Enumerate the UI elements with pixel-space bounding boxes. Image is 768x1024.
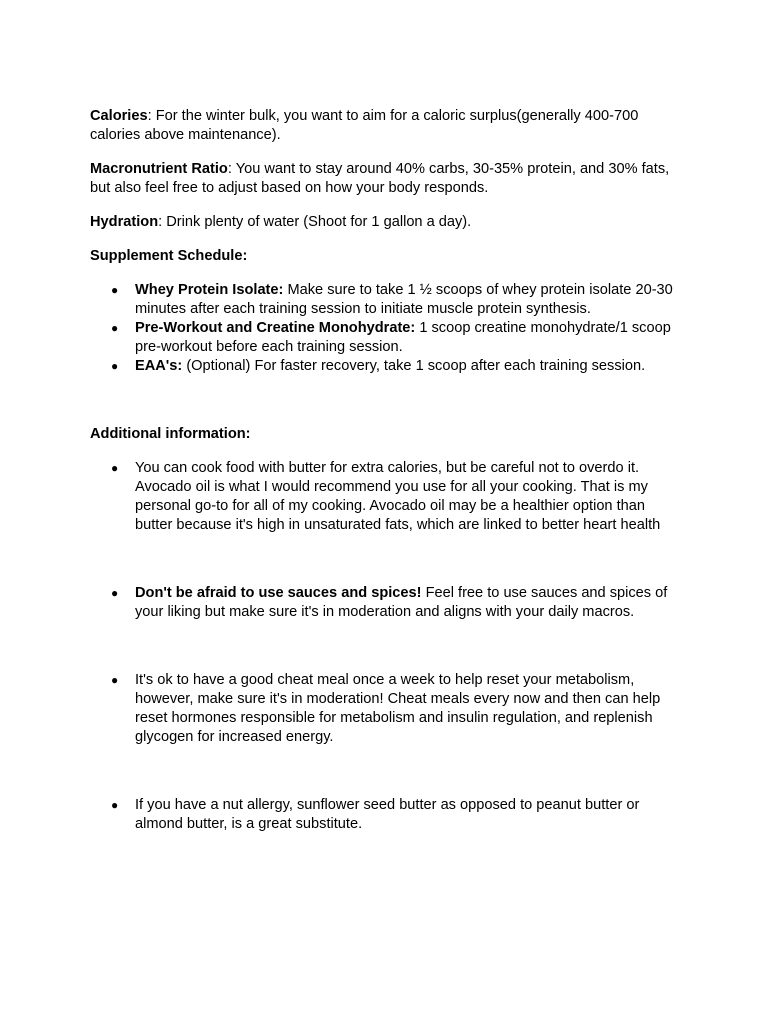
item-text: If you have a nut allergy, sunflower seed butter as opposed to peanut butter or almond butter, is a great substitute. xyxy=(135,797,640,832)
list-item xyxy=(90,357,683,376)
additional-information-heading: Additional information: xyxy=(90,426,251,442)
hydration-text: : Drink plenty of water (Shoot for 1 gallon a day). xyxy=(158,214,472,230)
calories-label: Calories xyxy=(90,108,148,124)
calories-paragraph xyxy=(90,107,690,145)
bullet-icon: ● xyxy=(111,283,119,297)
macronutrient-paragraph xyxy=(90,160,690,198)
additional-information-list xyxy=(90,459,690,834)
bullet-icon: ● xyxy=(111,798,119,812)
supplement-schedule-heading: Supplement Schedule: xyxy=(90,248,248,264)
item-text: Feel free to use sauces and spices of your liking but make sure it's in moderation and aligns with your daily macros. xyxy=(135,585,668,620)
hydration-label: Hydration xyxy=(90,214,159,230)
calories-text: : For the winter bulk, you want to aim for a caloric surplus(generally 400-700 calories above maintenance). xyxy=(90,108,639,143)
item-text: Make sure to take 1 ½ scoops of whey protein isolate 20-30 minutes after each training session to initiate muscle protein synthesis. xyxy=(135,282,673,317)
item-text: 1 scoop creatine monohydrate/1 scoop pre-workout before each training session. xyxy=(135,320,671,355)
list-item xyxy=(90,584,683,622)
list-item xyxy=(90,319,683,357)
bullet-icon: ● xyxy=(111,321,119,335)
document-page xyxy=(90,107,690,834)
list-item xyxy=(90,281,683,319)
item-bold: Pre-Workout and Creatine Monohydrate: xyxy=(135,320,416,336)
bullet-icon: ● xyxy=(111,673,119,687)
bullet-icon: ● xyxy=(111,461,119,475)
bullet-icon: ● xyxy=(111,586,119,600)
list-item xyxy=(90,459,683,535)
item-text: It's ok to have a good cheat meal once a week to help reset your metabolism, however, make sure it's in moderation! Cheat meals every now and then can help reset hormones responsible for metabolism and insulin regulation, and replenish glycogen for increased energy. xyxy=(135,672,661,745)
macronutrient-text: : You want to stay around 40% carbs, 30-35% protein, and 30% fats, but also feel free to adjust based on how your body responds. xyxy=(90,161,670,196)
macronutrient-label: Macronutrient Ratio xyxy=(90,161,228,177)
list-item xyxy=(90,671,683,747)
item-bold: EAA's: xyxy=(135,358,183,374)
item-text: You can cook food with butter for extra calories, but be careful not to overdo it. Avocado oil is what I would recommend you use for all your cooking. That is my personal go-to for all of my cooking. Avocado oil may be a healthier option than butter because it's high in unsaturated fats, which are linked to better heart health xyxy=(135,460,661,533)
supplement-list xyxy=(90,281,690,376)
list-item xyxy=(90,796,683,834)
item-text: (Optional) For faster recovery, take 1 scoop after each training session. xyxy=(182,358,646,374)
bullet-icon: ● xyxy=(111,359,119,373)
item-bold: Whey Protein Isolate: xyxy=(135,282,284,298)
item-bold: Don't be afraid to use sauces and spices! xyxy=(135,585,422,601)
hydration-paragraph xyxy=(90,213,690,232)
